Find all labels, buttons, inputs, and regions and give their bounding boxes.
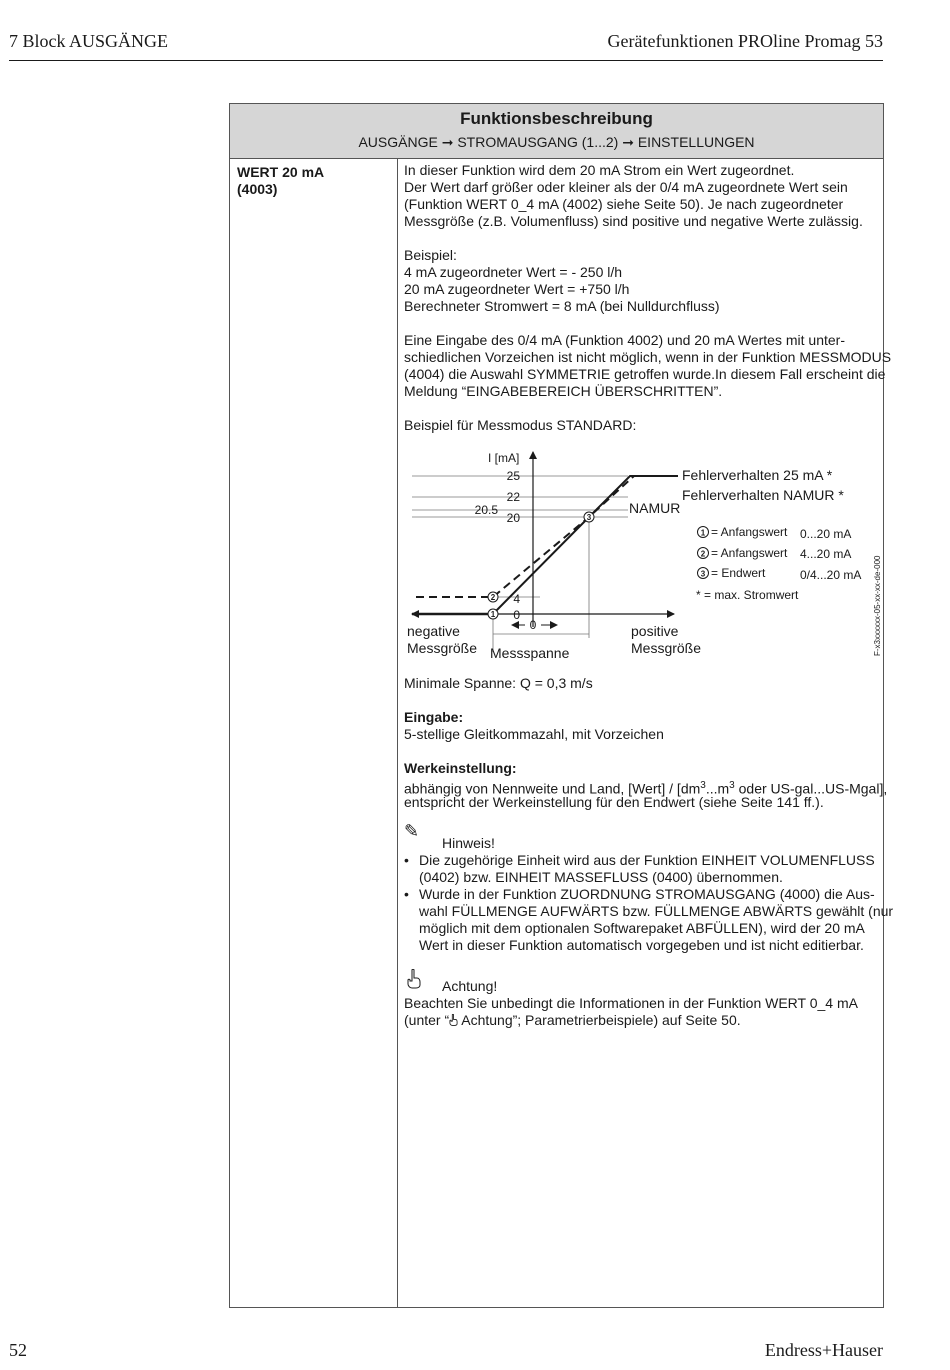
current-output-diagram — [402, 442, 892, 672]
caution-hand-icon — [449, 1014, 458, 1026]
example-line: 4 mA zugeordneter Wert = - 250 l/h — [404, 264, 623, 280]
parameter-cell — [237, 164, 324, 198]
legend-text: = Anfangswert — [711, 525, 788, 539]
legend-range: 0...20 mA — [800, 527, 852, 541]
parameter-code: (4003) — [237, 181, 278, 197]
intro-line: Messgröße (z.B. Volumenfluss) sind positive und negative Werte zulässig. — [404, 213, 863, 229]
hint-item-line: Wert in dieser Funktion automatisch vorgegeben und ist nicht editierbar. — [419, 937, 864, 953]
figure-reference-code: F-x3xxxxxx-05-xx-xx-de-000 — [873, 555, 882, 656]
tick-4: 4 — [513, 592, 520, 606]
caution-line: Beachten Sie unbedingt die Informationen in der Funktion WERT 0_4 mA — [404, 995, 858, 1011]
diagram-caption: Beispiel für Messmodus STANDARD: — [404, 417, 637, 433]
tick-25: 25 — [506, 469, 520, 483]
characteristic-4-20 — [416, 476, 634, 597]
positive-label: Messgröße — [631, 640, 702, 656]
example-heading: Beispiel: — [404, 247, 457, 263]
label-fault-25: Fehlerverhalten 25 mA * — [682, 467, 833, 483]
marker-3: 3 — [586, 513, 592, 522]
legend-item — [698, 566, 862, 582]
brand-logo: Endress+Hauser — [764, 1340, 883, 1360]
bullet: • — [404, 886, 409, 902]
positive-label: positive — [631, 623, 679, 639]
page-number: 52 — [9, 1340, 27, 1360]
parameter-name: WERT 20 mA — [237, 164, 325, 180]
hint-title: Hinweis! — [442, 835, 495, 851]
hint-item-line: (0402) bzw. EINHEIT MASSEFLUSS (0400) übernommen. — [419, 869, 783, 885]
pencil-icon: ✎ — [404, 821, 420, 841]
intro-line: Der Wert darf größer oder kleiner als der 0/4 mA zugeordnete Wert sein — [404, 179, 848, 195]
intro-line: In dieser Funktion wird dem 20 mA Strom ein Wert zugeordnet. — [404, 162, 795, 178]
negative-label: Messgröße — [407, 640, 478, 656]
negative-label: negative — [407, 623, 460, 639]
marker-1: 1 — [490, 610, 496, 619]
superscript: 3 — [729, 780, 735, 791]
factory-line-part: abhängig von Nennweite und Land, [Wert] / [dm — [404, 780, 701, 797]
sign-note-line: schiedlichen Vorzeichen ist nicht möglich, wenn in der Funktion MESSMODUS — [404, 349, 892, 365]
legend-num: 2 — [700, 549, 706, 559]
tick-20: 20 — [506, 511, 520, 525]
hint-item-line: wahl FÜLLMENGE AUFWÄRTS bzw. FÜLLMENGE ABWÄRTS gewählt (nur — [419, 903, 894, 919]
y-axis-label: I [mA] — [488, 451, 520, 465]
sign-note-line: Eine Eingabe des 0/4 mA (Funktion 4002) und 20 mA Wertes mit unter- — [404, 332, 845, 348]
column-divider — [397, 158, 398, 1307]
document-title: Gerätefunktionen PROline Promag 53 — [607, 31, 883, 51]
marker-2: 2 — [490, 593, 496, 602]
tick-22: 22 — [506, 490, 520, 504]
legend-num: 1 — [700, 528, 706, 538]
example-line: 20 mA zugeordneter Wert = +750 l/h — [404, 281, 630, 297]
caution-hand-icon — [407, 969, 421, 989]
legend-footnote: * = max. Stromwert — [696, 588, 799, 602]
hint-item-line: Wurde in der Funktion ZUORDNUNG STROMAUSGANG (4000) die Aus- — [419, 886, 875, 902]
input-text: 5-stellige Gleitkommazahl, mit Vorzeichen — [404, 726, 664, 742]
label-fault-namur: Fehlerverhalten NAMUR * — [682, 487, 844, 503]
function-table-header — [230, 104, 883, 159]
legend-item — [698, 525, 852, 541]
input-heading: Eingabe: — [404, 709, 464, 725]
caution-line — [404, 1012, 741, 1029]
factory-line-part: ...m — [705, 780, 730, 797]
example-line: Berechneter Stromwert = 8 mA (bei Nulldurchfluss) — [404, 298, 720, 314]
sign-note-line: Meldung “EINGABEBEREICH ÜBERSCHRITTEN”. — [404, 383, 723, 399]
menu-path: AUSGÄNGE ➞ STROMAUSGANG (1...2) ➞ EINSTELLUNGEN — [358, 134, 755, 150]
legend-text: = Endwert — [711, 566, 766, 580]
minimal-span: Minimale Spanne: Q = 0,3 m/s — [404, 675, 593, 691]
hint-item-line: Die zugehörige Einheit wird aus der Funktion EINHEIT VOLUMENFLUSS — [419, 852, 875, 868]
factory-line: entspricht der Werkeinstellung für den Endwert (siehe Seite 141 ff.). — [404, 794, 824, 810]
header-rule — [9, 60, 883, 61]
zero-label: 0 — [529, 618, 537, 632]
legend-text: = Anfangswert — [711, 546, 788, 560]
sign-note-line: (4004) die Auswahl SYMMETRIE getroffen wurde.In diesem Fall erscheint die — [404, 366, 886, 382]
legend-range: 4...20 mA — [800, 547, 852, 561]
chapter-header: 7 Block AUSGÄNGE — [9, 31, 169, 51]
span-label: Messspanne — [490, 645, 570, 661]
hint-item-line: möglich mit dem optionalen Softwarepaket ABFÜLLEN), wird der 20 mA — [419, 920, 865, 936]
label-namur: NAMUR — [629, 500, 681, 516]
intro-line: (Funktion WERT 0_4 mA (4002) siehe Seite 50). Je nach zugeordneter — [404, 196, 844, 212]
caution-line-part: (unter “ — [404, 1012, 450, 1028]
tick-0: 0 — [513, 608, 520, 622]
tick-20-5: 20.5 — [474, 503, 498, 517]
factory-line-part: oder US-gal...US-Mgal], — [734, 780, 888, 797]
function-table-title: Funktionsbeschreibung — [460, 109, 653, 128]
legend-item — [698, 546, 852, 561]
bullet: • — [404, 852, 409, 868]
legend-range: 0/4...20 mA — [800, 568, 862, 582]
factory-heading: Werkeinstellung: — [404, 760, 517, 776]
caution-title: Achtung! — [442, 978, 498, 994]
caution-line-part: Achtung”; Parametrierbeispiele) auf Seite 50. — [458, 1012, 741, 1028]
legend-num: 3 — [700, 569, 706, 579]
superscript: 3 — [700, 780, 706, 791]
